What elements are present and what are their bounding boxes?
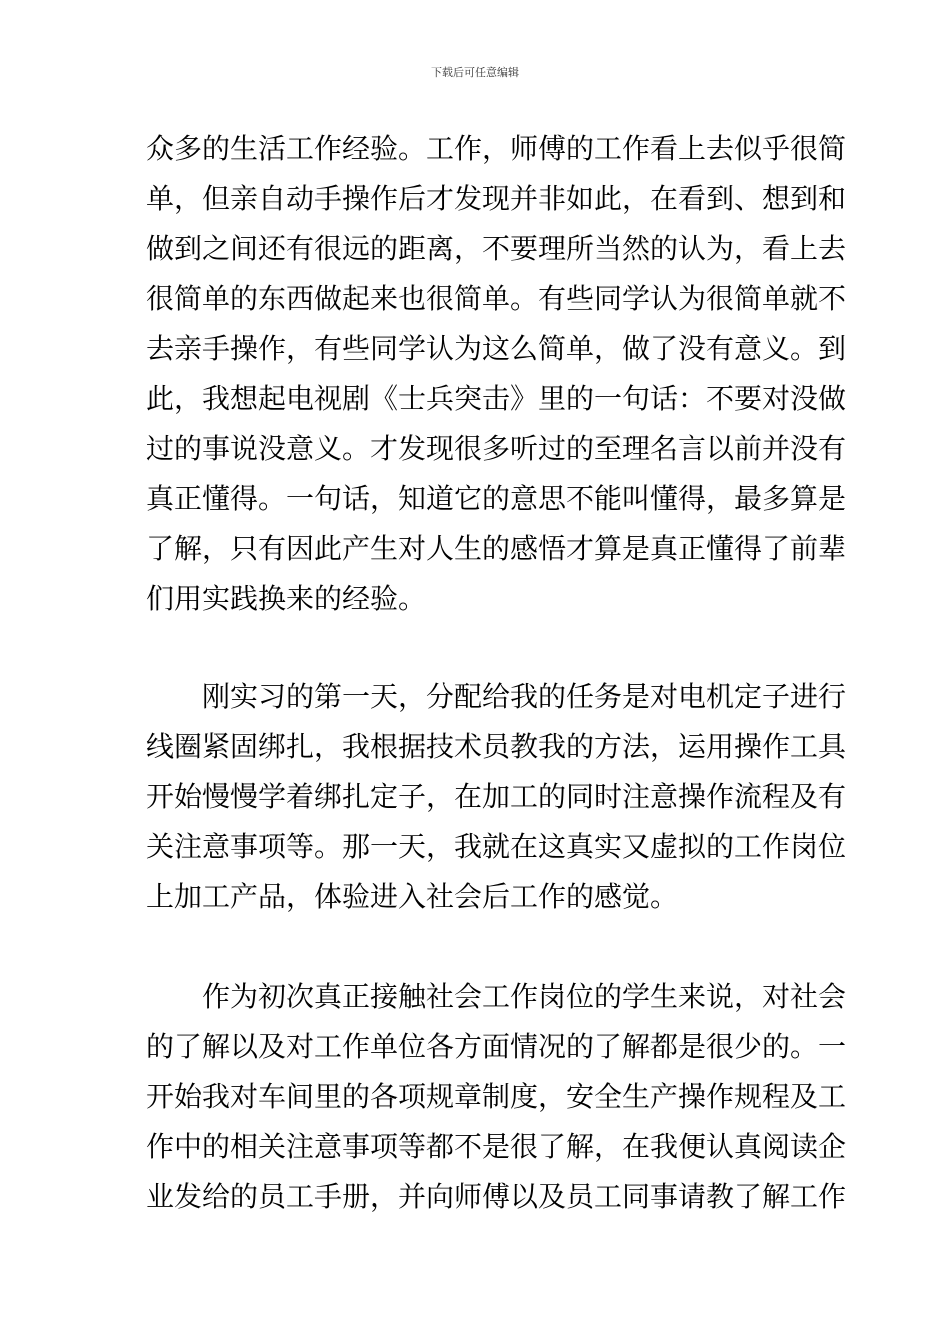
paragraph-1-line: 此，我想起电视剧《士兵突击》里的一句话：不要对没做: [146, 382, 847, 415]
paragraph-1-line: 们用实践换来的经验。: [146, 582, 427, 615]
header-note: 下载后可任意编辑: [431, 66, 519, 79]
paragraph-1-line: 真正懂得。一句话，知道它的意思不能叫懂得，最多算是: [146, 482, 847, 515]
paragraph-1-line: 去亲手操作，有些同学认为这么简单，做了没有意义。到: [146, 332, 847, 365]
paragraph-1-line: 单，但亲自动手操作后才发现并非如此，在看到、想到和: [146, 182, 847, 215]
paragraph-2-line: 刚实习的第一天，分配给我的任务是对电机定子进行: [202, 680, 847, 713]
paragraph-1-line: 很简单的东西做起来也很简单。有些同学认为很简单就不: [146, 282, 847, 315]
paragraph-2-line: 上加工产品，体验进入社会后工作的感觉。: [146, 880, 679, 913]
paragraph-2-line: 开始慢慢学着绑扎定子，在加工的同时注意操作流程及有: [146, 780, 847, 813]
paragraph-2-line: 线圈紧固绑扎，我根据技术员教我的方法，运用操作工具: [146, 730, 847, 763]
paragraph-3-line: 业发给的员工手册，并向师傅以及员工同事请教了解工作: [146, 1180, 847, 1213]
paragraph-1-line: 做到之间还有很远的距离，不要理所当然的认为，看上去: [146, 232, 847, 265]
paragraph-2-line: 关注意事项等。那一天，我就在这真实又虚拟的工作岗位: [146, 830, 847, 863]
paragraph-3-line: 作中的相关注意事项等都不是很了解，在我便认真阅读企: [146, 1130, 847, 1163]
paragraph-1-line: 过的事说没意义。才发现很多听过的至理名言以前并没有: [146, 432, 847, 465]
paragraph-3-line: 开始我对车间里的各项规章制度，安全生产操作规程及工: [146, 1080, 847, 1113]
paragraph-1-line: 了解，只有因此产生对人生的感悟才算是真正懂得了前辈: [146, 532, 847, 565]
paragraph-3-line: 作为初次真正接触社会工作岗位的学生来说，对社会: [202, 980, 847, 1013]
paragraph-3-line: 的了解以及对工作单位各方面情况的了解都是很少的。一: [146, 1030, 847, 1063]
paragraph-1-line: 众多的生活工作经验。工作，师傅的工作看上去似乎很简: [146, 132, 847, 165]
